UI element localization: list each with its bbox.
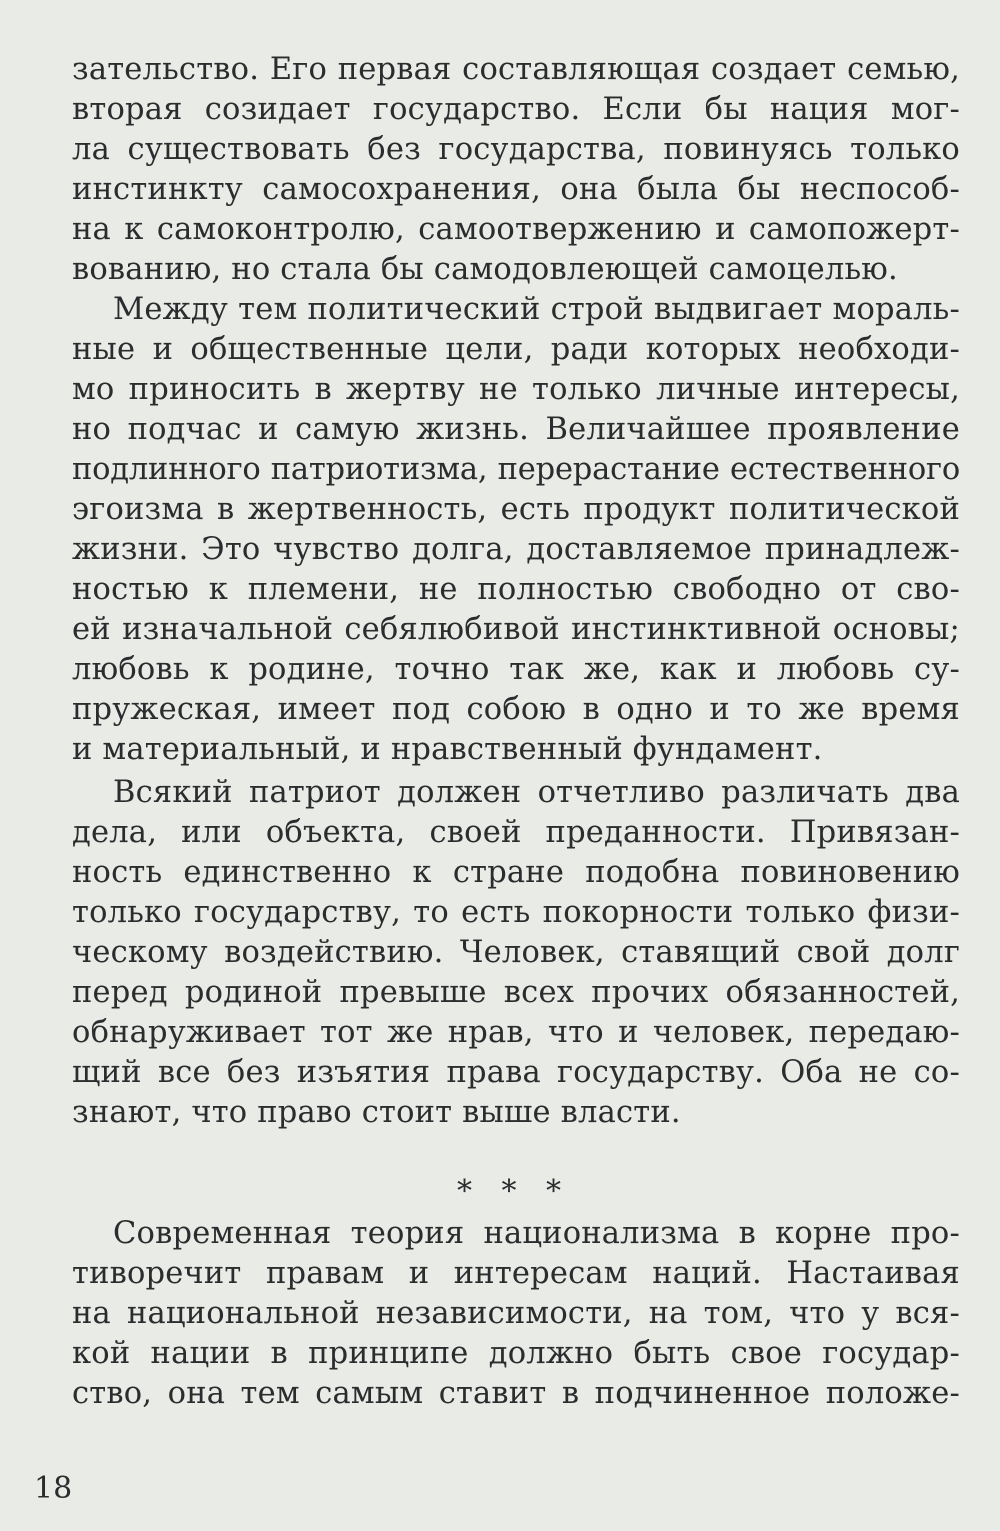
text-line: кой нации в принципе должно быть свое государ-	[72, 1336, 960, 1371]
text-line: Современная теория национализма в корне про-	[113, 1216, 960, 1251]
text-line: щий все без изъятия права государству. Оба не со-	[72, 1055, 960, 1090]
text-line: ей изначальной себялюбивой инстинктивной основы;	[72, 612, 960, 647]
text-line: на к самоконтролю, самоотвержению и самопожерт-	[72, 212, 960, 247]
text-line: любовь к родине, точно так же, как и любовь су-	[72, 652, 960, 687]
text-line: вторая созидает государство. Если бы нация мог-	[72, 92, 960, 127]
text-line: ство, она тем самым ставит в подчиненное положе-	[72, 1376, 960, 1411]
text-line: ческому воздействию. Человек, ставящий свой долг	[72, 935, 960, 970]
text-line: жизни. Это чувство долга, доставляемое принадлеж-	[72, 532, 960, 567]
text-line: эгоизма в жертвенность, есть продукт политической	[72, 492, 960, 527]
text-line: ностью к племени, не полностью свободно от сво-	[72, 572, 960, 607]
text-line: Всякий патриот должен отчетливо различать два	[113, 775, 960, 810]
text-line: пружеская, имеет под собою в одно и то же время	[72, 692, 960, 727]
page-number: 18	[34, 1471, 73, 1506]
text-line: на национальной независимости, на том, что у вся-	[72, 1296, 960, 1331]
text-line: дела, или объекта, своей преданности. Привязан-	[72, 815, 960, 850]
text-line: вованию, но стала бы самодовлеющей самоцелью.	[72, 252, 898, 287]
text-line: Между тем политический строй выдвигает мораль-	[113, 292, 960, 327]
text-line: зательство. Его первая составляющая создает семью,	[72, 52, 960, 87]
text-line: подлинного патриотизма, перерастание естественного	[72, 452, 960, 487]
text-line: мо приносить в жертву не только личные интересы,	[72, 372, 960, 407]
text-line: инстинкту самосохранения, она была бы неспособ-	[72, 172, 960, 207]
text-line: обнаруживает тот же нрав, что и человек, передаю-	[72, 1015, 960, 1050]
text-line: ные и общественные цели, ради которых необходи-	[72, 332, 960, 367]
text-line: знают, что право стоит выше власти.	[72, 1095, 681, 1130]
text-line: ность единственно к стране подобна повиновению	[72, 855, 960, 890]
text-line: но подчас и самую жизнь. Величайшее проявление	[72, 412, 960, 447]
text-line: перед родиной превыше всех прочих обязанностей,	[72, 975, 960, 1010]
text-line: ла существовать без государства, повинуясь только	[72, 132, 960, 167]
section-separator: * * *	[456, 1174, 572, 1209]
text-line: тиворечит правам и интересам наций. Настаивая	[72, 1256, 960, 1291]
text-line: только государству, то есть покорности только физи-	[72, 895, 960, 930]
text-line: и материальный, и нравственный фундамент.	[72, 732, 823, 767]
